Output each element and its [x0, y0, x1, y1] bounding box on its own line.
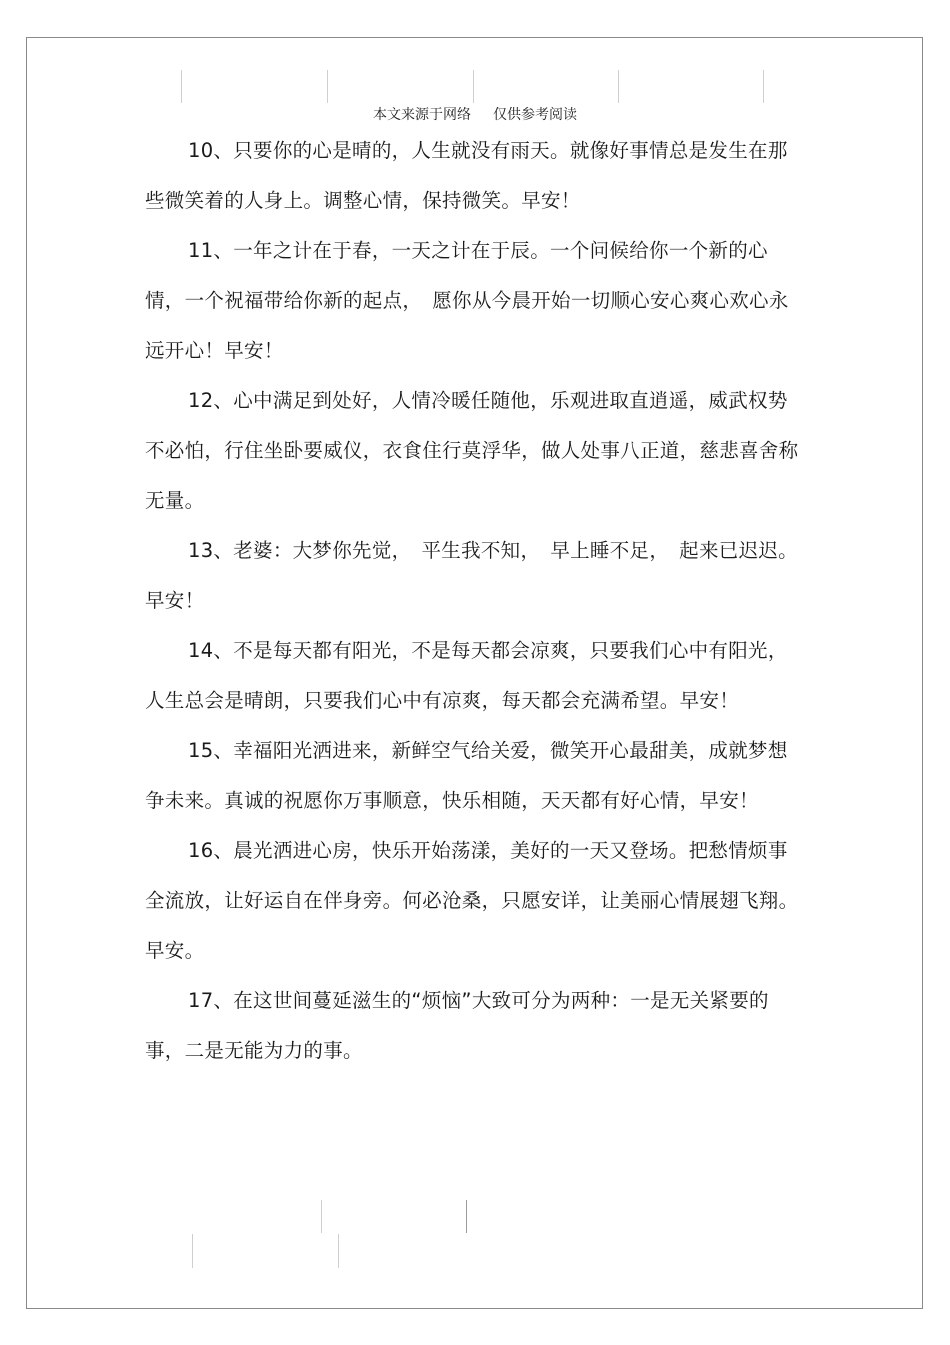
page-header	[0, 104, 950, 124]
paragraph-10: 10、只要你的心是晴的，人生就没有雨天。就像好事情总是发生在那些微笑着的人身上。调整心情，保持微笑。早安！	[145, 139, 788, 212]
top-divider-line	[473, 70, 474, 103]
paragraph-16: 16、晨光洒进心房，快乐开始荡漾，美好的一天又登场。把愁情烦事全流放，让好运自在伴身旁。何必沧桑，只愿安详，让美丽心情展翅飞翔。早安。	[145, 839, 799, 962]
paragraph-11: 11、一年之计在于春，一天之计在于辰。一个问候给你一个新的心情，一个祝福带给你新的起点， 愿你从今晨开始一切顺心安心爽心欢心永远开心！早安！	[145, 239, 789, 362]
bottom-divider-line	[338, 1234, 339, 1268]
source-note: 本文来源于网络	[373, 107, 471, 123]
paragraph-15: 15、幸福阳光洒进来，新鲜空气给关爱，微笑开心最甜美，成就梦想争未来。真诚的祝愿你万事顺意，快乐相随，天天都有好心情，早安！	[145, 739, 788, 812]
paragraph-17: 17、在这世间蔓延滋生的“烦恼”大致可分为两种：一是无关紧要的事，二是无能为力的事。	[145, 989, 769, 1062]
bottom-divider-line	[466, 1200, 467, 1233]
top-divider-line	[618, 70, 619, 103]
document-body	[145, 126, 805, 1076]
bottom-divider-line	[321, 1200, 322, 1233]
top-divider-line	[181, 70, 182, 103]
top-divider-line	[763, 70, 764, 103]
reference-note: 仅供参考阅读	[493, 107, 577, 123]
paragraph-14: 14、不是每天都有阳光，不是每天都会凉爽，只要我们心中有阳光，人生总会是晴朗，只要我们心中有凉爽，每天都会充满希望。早安！	[145, 639, 788, 712]
paragraph-12: 12、心中满足到处好，人情冷暖任随他，乐观进取直逍遥，威武权势不必怕，行住坐卧要威仪，衣食住行莫浮华，做人处事八正道，慈悲喜舍称无量。	[145, 389, 799, 512]
bottom-divider-line	[192, 1234, 193, 1268]
paragraph-13: 13、老婆：大梦你先觉， 平生我不知， 早上睡不足， 起来已迟迟。早安！	[145, 539, 798, 612]
top-divider-line	[327, 70, 328, 103]
